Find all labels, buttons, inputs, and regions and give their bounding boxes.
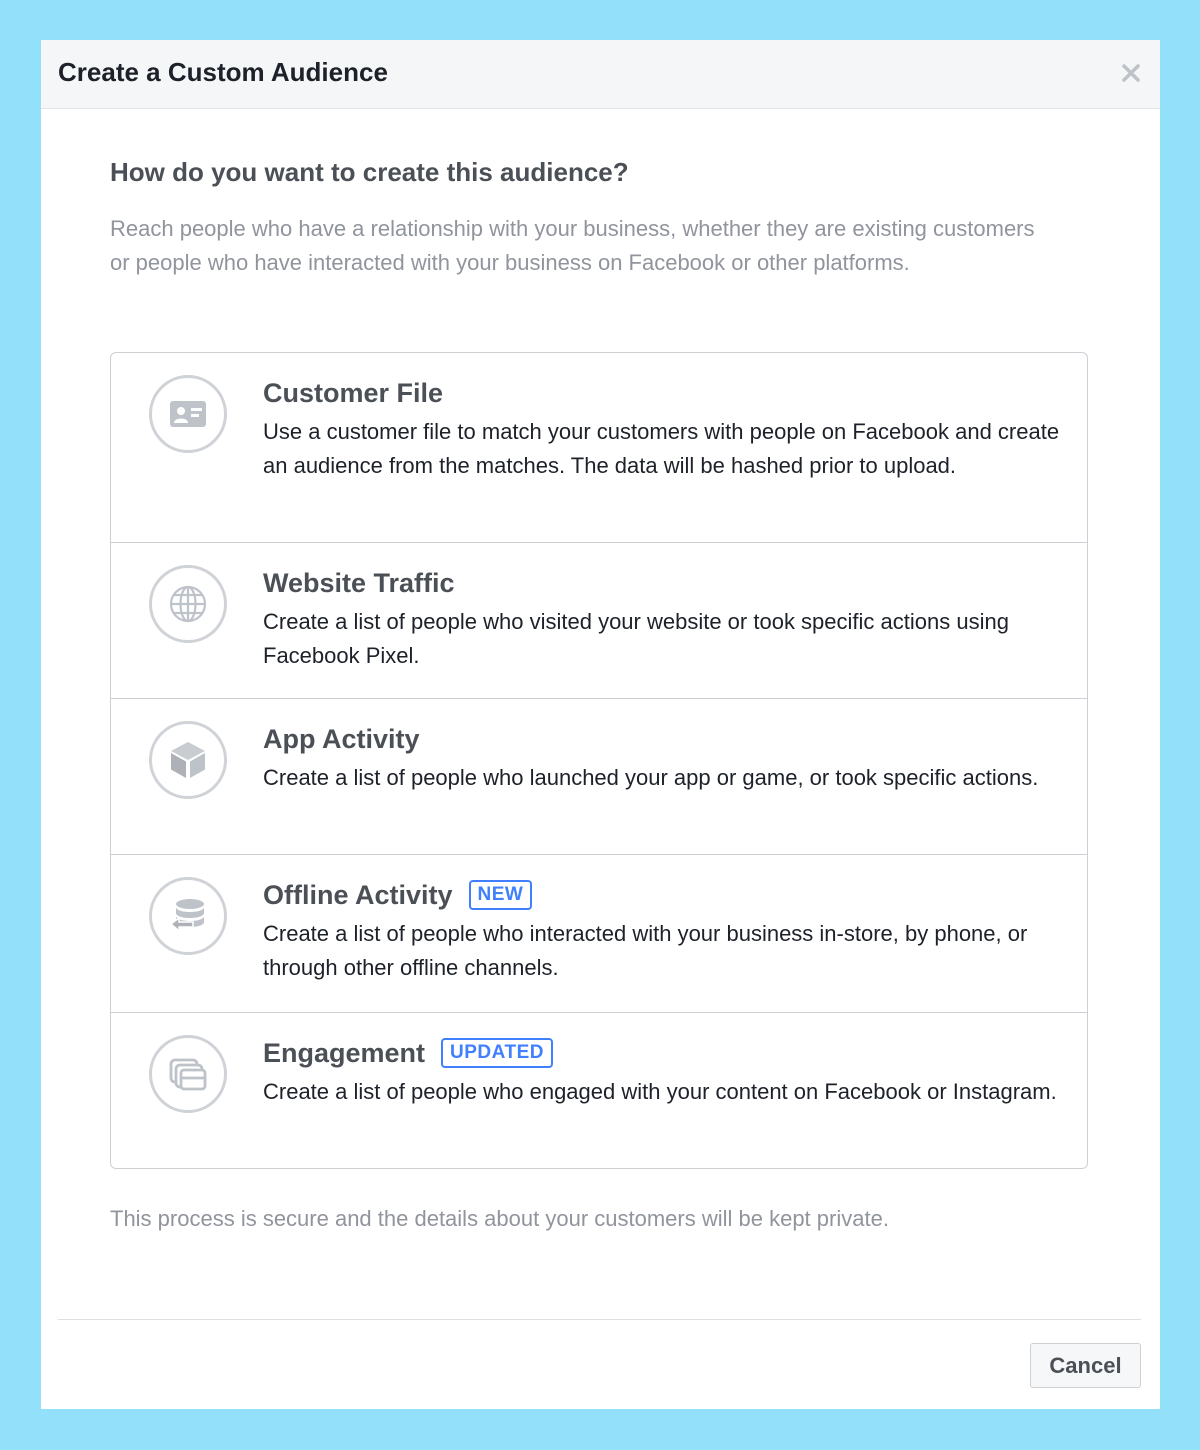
footer-divider: [58, 1319, 1141, 1320]
option-title-row: [263, 1035, 1063, 1071]
close-icon: [1118, 60, 1144, 86]
option-title-row: [263, 877, 1063, 913]
updated-badge: UPDATED: [441, 1038, 553, 1068]
option-text: [263, 877, 1063, 985]
privacy-note: This process is secure and the details about your customers will be kept private.: [110, 1206, 889, 1231]
option-title-row: [263, 565, 1063, 601]
customer-file-icon-circle: [149, 375, 227, 453]
cancel-button[interactable]: Cancel: [1030, 1343, 1141, 1388]
option-title: Customer File: [263, 378, 444, 408]
cube-icon: [169, 740, 207, 780]
new-badge: NEW: [469, 880, 533, 910]
engagement-icon-circle: [149, 1035, 227, 1113]
option-title-row: [263, 721, 1063, 757]
option-offline-activity[interactable]: [111, 855, 1087, 1013]
option-customer-file[interactable]: [111, 353, 1087, 543]
globe-icon: [168, 584, 208, 624]
option-description: Create a list of people who launched your app or game, or took specific actions.: [263, 765, 1039, 790]
database-sync-icon: [167, 896, 209, 936]
option-text: [263, 721, 1063, 795]
option-engagement[interactable]: [111, 1013, 1087, 1168]
option-description: Create a list of people who interacted with your business in-store, by phone, or through other offline channels.: [263, 921, 1028, 980]
option-description: Create a list of people who visited your website or took specific actions using Facebook Pixel.: [263, 609, 1009, 668]
option-title: Website Traffic: [263, 568, 455, 598]
question-heading: How do you want to create this audience?: [110, 157, 629, 187]
audience-options-list: [110, 352, 1088, 1169]
app-activity-icon-circle: [149, 721, 227, 799]
option-title: Offline Activity: [263, 880, 453, 910]
option-description: Use a customer file to match your customers with people on Facebook and create an audience from the matches. The data will be hashed prior to upload.: [263, 419, 1060, 478]
option-text: [263, 1035, 1063, 1109]
option-app-activity[interactable]: [111, 699, 1087, 855]
option-text: [263, 565, 1063, 673]
id-card-icon: [168, 398, 208, 430]
dialog-title: Create a Custom Audience: [58, 57, 388, 87]
website-traffic-icon-circle: [149, 565, 227, 643]
create-custom-audience-dialog: [41, 40, 1160, 1409]
offline-activity-icon-circle: [149, 877, 227, 955]
option-title-row: [263, 375, 1063, 411]
close-button[interactable]: [1118, 60, 1144, 86]
option-title: App Activity: [263, 724, 420, 754]
stacked-cards-icon: [168, 1056, 208, 1092]
intro-description: Reach people who have a relationship with your business, whether they are existing customers or people who have interacted with your business on Facebook or other platforms.: [110, 216, 1035, 275]
option-description: Create a list of people who engaged with your content on Facebook or Instagram.: [263, 1079, 1057, 1104]
option-website-traffic[interactable]: [111, 543, 1087, 699]
option-title: Engagement: [263, 1038, 426, 1068]
dialog-header: [41, 40, 1160, 109]
option-text: [263, 375, 1063, 483]
